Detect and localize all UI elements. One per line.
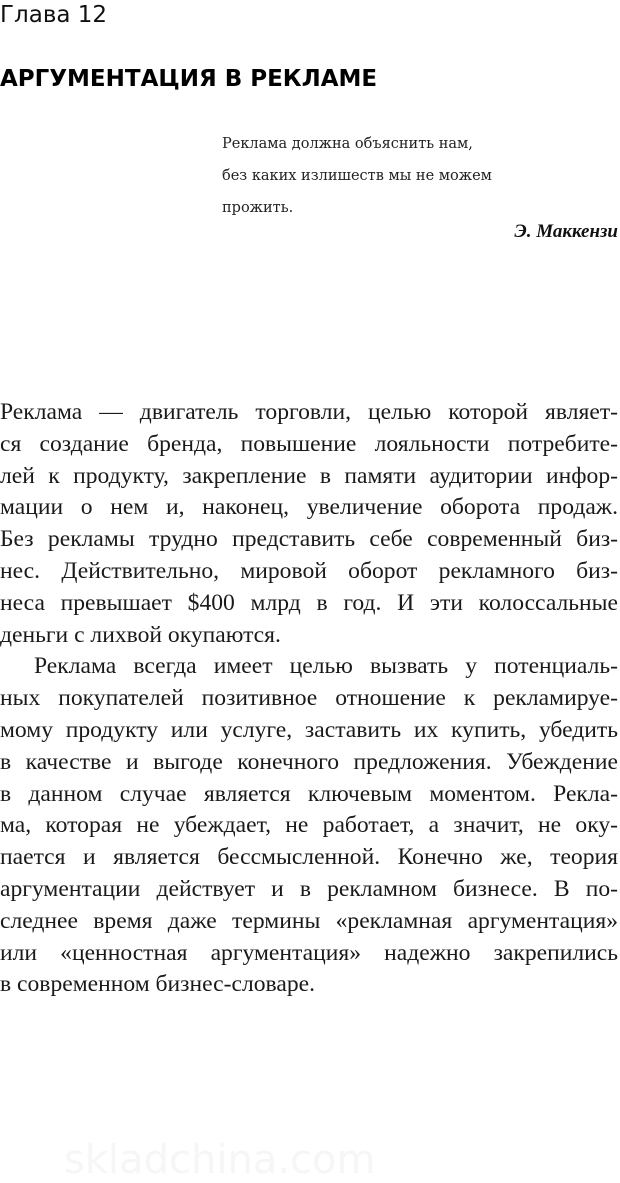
text-line: аргументации действует и в рекламном бизнесе. В по- <box>0 875 618 902</box>
text-line: пается и является бессмысленной. Конечно же, теория <box>0 844 618 871</box>
text-line: следнее время даже термины «рекламная аргументация» <box>0 907 618 934</box>
text-line: Реклама всегда имеет целью вызвать у потенциаль- <box>34 653 618 680</box>
text-line: в современном бизнес-словаре. <box>0 971 316 998</box>
text-line: неса превышает $400 млрд в год. И эти колоссальные <box>0 589 618 616</box>
text-line: в качестве и выгоде конечного предложения. Убеждение <box>0 748 618 775</box>
text-line: в данном случае является ключевым моментом. Рекла- <box>0 780 618 807</box>
text-line: или «ценностная аргументация» надежно закрепились <box>0 939 618 966</box>
text-line: ма, которая не убеждает, не работает, а значит, не оку- <box>0 812 618 839</box>
text-line: лей к продукту, закрепление в памяти аудитории инфор- <box>0 462 618 489</box>
epigraph-author: Э. Маккензи <box>514 221 618 242</box>
text-line: мому продукту или услуге, заставить их купить, убедить <box>0 716 618 743</box>
text-line: Без рекламы трудно представить себе современный биз- <box>0 526 618 553</box>
epigraph-line: Реклама должна объяснить нам, <box>222 136 473 152</box>
text-line: нес. Действительно, мировой оборот рекламного биз- <box>0 557 618 584</box>
epigraph-line: без каких излишеств мы не можем <box>222 168 492 184</box>
epigraph-line: прожить. <box>222 200 294 216</box>
text-line: Реклама — двигатель торговли, целью которой являет- <box>0 399 618 425</box>
text-line: ных покупателей позитивное отношение к рекламируе- <box>0 685 618 712</box>
chapter-title: АРГУМЕНТАЦИЯ В РЕКЛАМЕ <box>0 66 378 92</box>
text-line: ся создание бренда, повышение лояльности потребите- <box>0 430 618 457</box>
text-line: мации о нем и, наконец, увеличение оборота продаж. <box>0 494 618 521</box>
paragraph-2 <box>0 651 618 1001</box>
chapter-label: Глава 12 <box>0 2 108 28</box>
text-line: деньги с лихвой окупаются. <box>0 621 281 648</box>
paragraph-1 <box>0 397 618 651</box>
epigraph <box>222 128 620 224</box>
watermark: skladchina.com <box>64 1137 376 1183</box>
body-text <box>0 397 618 1001</box>
